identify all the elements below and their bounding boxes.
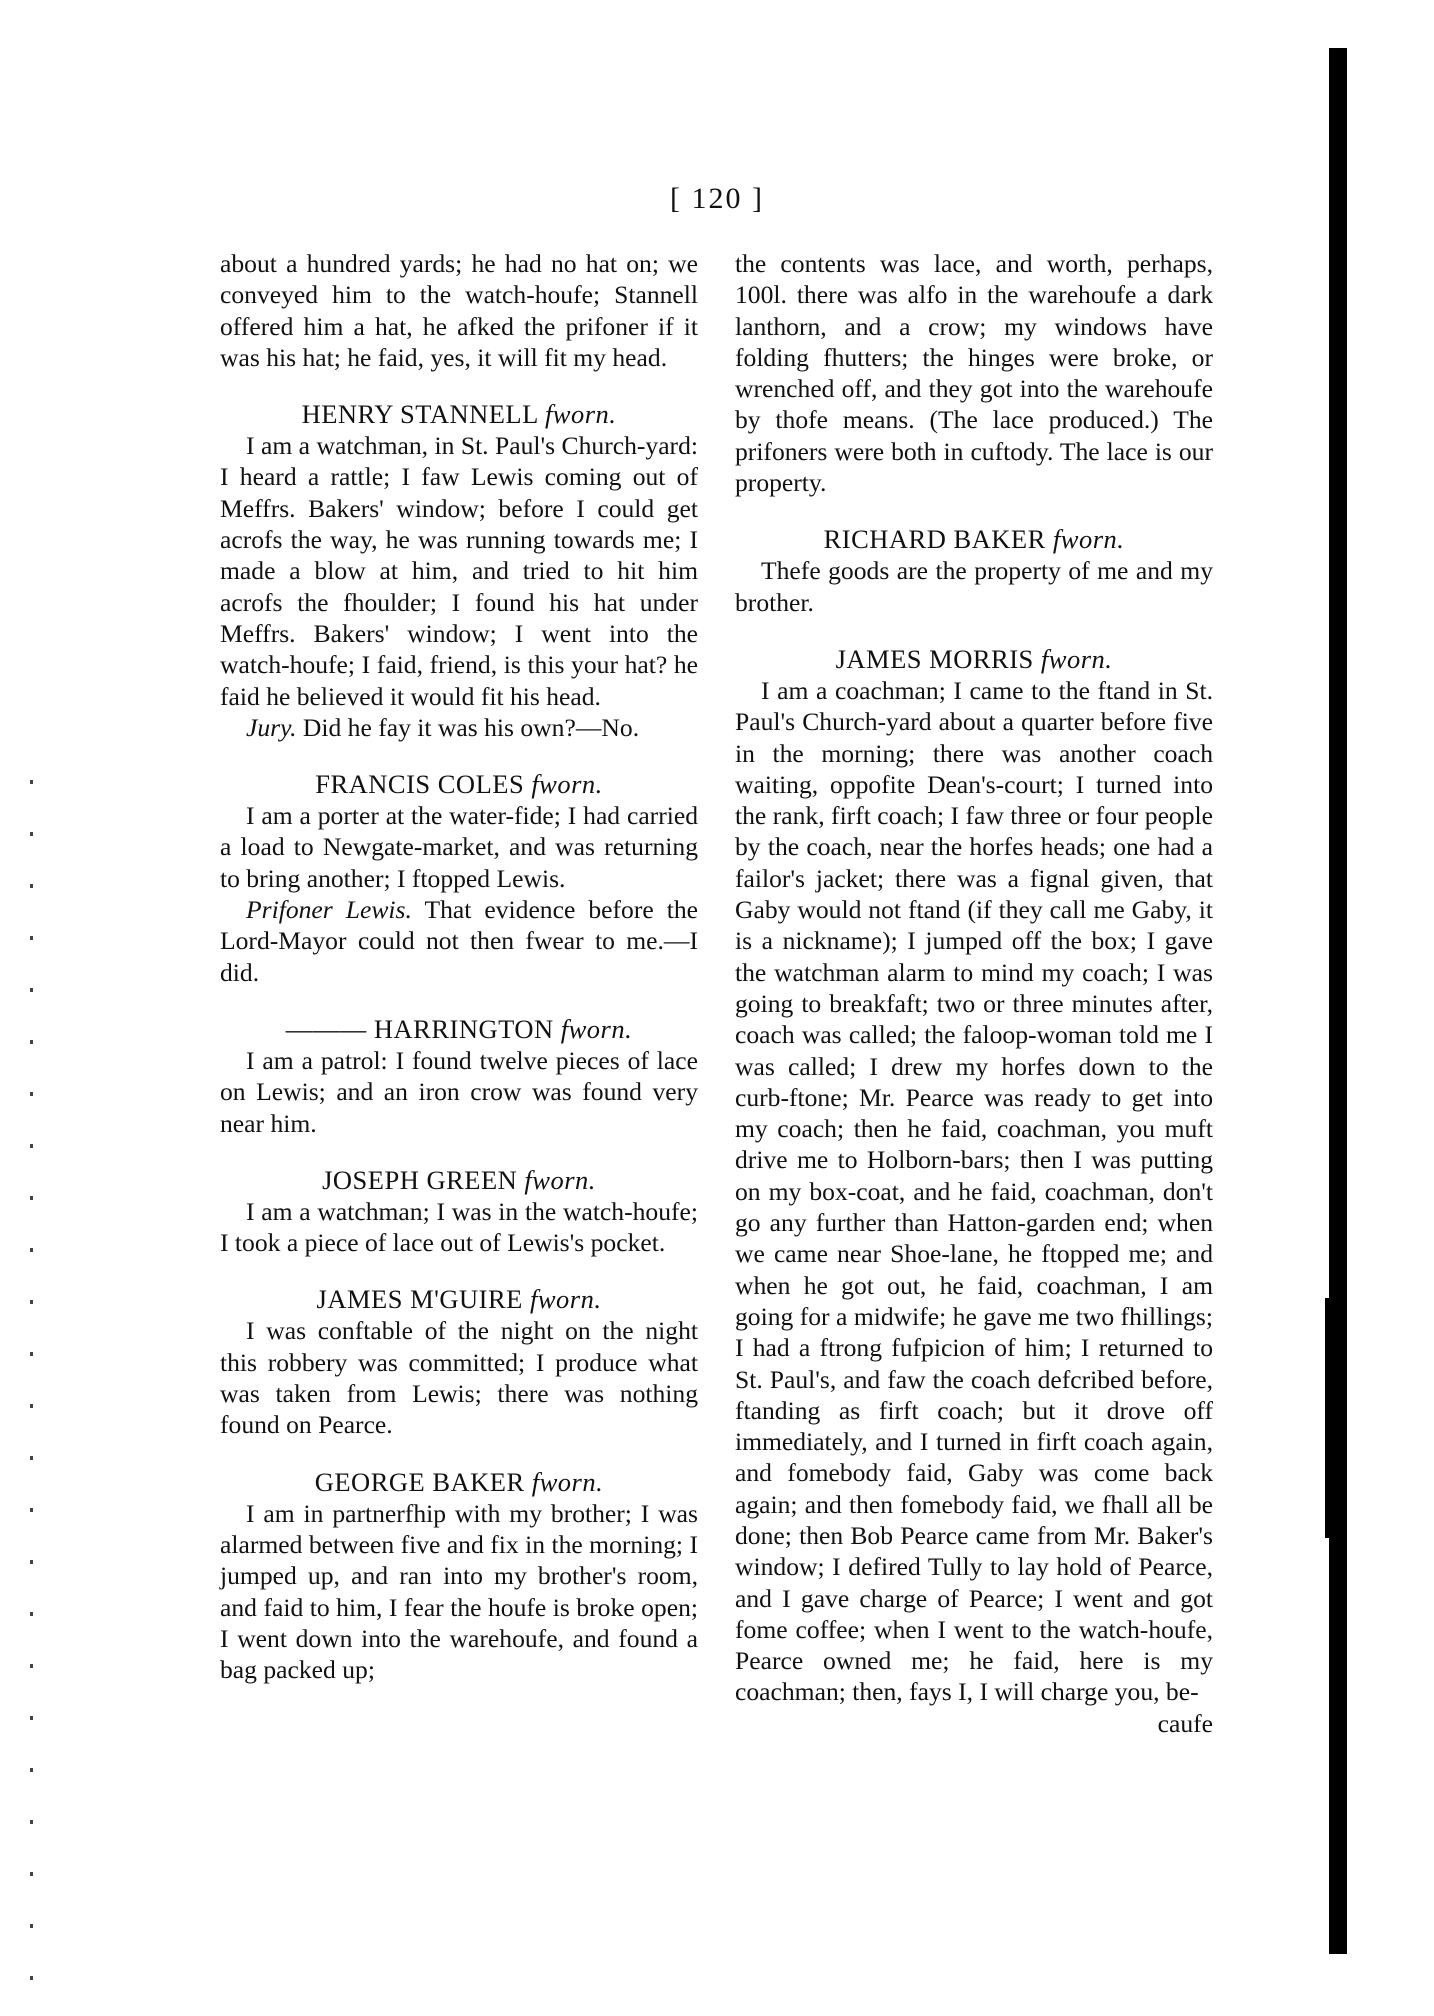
scan-margin-marks <box>30 780 33 1980</box>
testimony-paragraph <box>735 675 1213 1708</box>
paragraph-text: I am a coachman; I came to the ftand in St. Paul's Church-yard about a quarter before five in the morning; there was another coach waiting, oppofite Dean's-court; I turned into the rank, firft coach; I faw three or four people by the coach, near the horfes heads; one had a failor's jacket; there was a fignal given, that Gaby would not ftand (if they call me Gaby, it is a nickname); I jumped off the box; I gave the watchman alarm to mind my coach; I was going to breakfaft; two or three minutes after, coach was called; the faloop-woman told me I was called; I drew my horfes down to the curb-ftone; Mr. Pearce was ready to get into my coach; then he faid, coachman, you muft drive me to Holborn-bars; then I was putting on my box-coat, and he faid, coachman, don't go any further than Hatton-garden end; when we came near Shoe-lane, he ftopped me; and when he got out, he faid, coachman, I am going for a midwife; he gave me two fhillings; I had a ftrong fufpicion of him; I returned to St. Paul's, and faw the coach defcribed before, ftanding as firft coach; but it drove off immediately, and I turned in firft coach again, and fomebody faid, Gaby was come back again; and then fomebody faid, we fhall all be done; then Bob Pearce came from Mr. Baker's window; I defired Tully to lay hold of Pearce, and I gave charge of Pearce; I went and got fome coffee; when I went to the watch-houfe, Pearce owned me; he faid, here is my coachman; then, fays I, I will charge you, be- <box>735 675 1213 1707</box>
right-column <box>735 248 1213 1739</box>
testimony-paragraph <box>220 248 698 373</box>
witness-name: JAMES MORRIS <box>835 643 1034 674</box>
witness-heading <box>220 1467 698 1498</box>
witness-heading <box>220 1165 698 1196</box>
testimony-paragraph <box>220 1315 698 1440</box>
sworn-label: fworn. <box>531 769 603 800</box>
testimony-paragraph <box>220 1196 698 1259</box>
sworn-label: fworn. <box>531 1466 604 1497</box>
catchword: caufe <box>1157 1708 1213 1738</box>
witness-heading <box>220 1014 698 1045</box>
paragraph-text: I am a porter at the water-fide; I had carried a load to Newgate-market, and was returning to bring another; I ftopped Lewis. <box>220 801 698 893</box>
witness-name: JOSEPH GREEN <box>322 1164 518 1195</box>
scan-edge-shadow <box>1329 48 1347 1954</box>
speaker-label: Jury. <box>246 712 297 742</box>
witness-heading <box>220 399 698 430</box>
paragraph-text: Did he fay it was his own?—No. <box>302 712 640 742</box>
paragraph-text: I am a patrol: I found twelve pieces of lace on Lewis; and an iron crow was found very near him. <box>220 1045 698 1138</box>
sworn-label: fworn. <box>1040 643 1113 674</box>
testimony-paragraph <box>735 555 1213 618</box>
sworn-label: fworn. <box>530 1284 602 1315</box>
testimony-paragraph <box>220 894 698 988</box>
testimony-paragraph <box>735 248 1213 498</box>
paragraph-text: Thefe goods are the property of me and my brother. <box>735 556 1213 617</box>
testimony-paragraph <box>220 430 698 712</box>
sworn-label: fworn. <box>1052 524 1125 555</box>
paragraph-text: I am in partnerfhip with my brother; I was alarmed between five and fix in the morning; I jumped up, and ran into my brother's room, and faid to him, I fear the houfe is broke open; I went down into the warehoufe, and found a bag packed up; <box>220 1498 698 1685</box>
page-number: [ 120 ] <box>670 182 764 215</box>
left-column <box>220 248 698 1685</box>
paragraph-text: the contents was lace, and worth, perhaps, 100l. there was alfo in the warehoufe a dark lanthorn, and a crow; my windows have folding fhutters; the hinges were broke, or wrenched off, and they got into the warehoufe by thofe means. (The lace produced.) The prifoners were both in cuftody. The lace is our property. <box>735 249 1213 498</box>
witness-name: FRANCIS COLES <box>315 769 525 800</box>
testimony-paragraph <box>220 1045 698 1139</box>
sworn-label: fworn. <box>560 1013 633 1044</box>
testimony-paragraph <box>220 1498 698 1686</box>
witness-name: JAMES M'GUIRE <box>316 1284 523 1315</box>
paragraph-text: about a hundred yards; he had no hat on; we conveyed him to the watch-houfe; Stannell offered him a hat, he afked the prifoner if it was his hat; he faid, yes, it will fit my head. <box>220 249 698 372</box>
witness-heading <box>220 1284 698 1315</box>
testimony-paragraph <box>220 800 698 894</box>
witness-name: GEORGE BAKER <box>314 1466 525 1497</box>
witness-name: HENRY STANNELL <box>301 399 538 430</box>
sworn-label: fworn. <box>524 1164 596 1195</box>
witness-name: ——— HARRINGTON <box>285 1013 554 1044</box>
witness-heading <box>735 524 1213 555</box>
testimony-paragraph <box>220 712 698 743</box>
witness-name: RICHARD BAKER <box>823 524 1046 555</box>
witness-heading <box>220 769 698 800</box>
speaker-label: Prifoner Lewis. <box>246 895 412 925</box>
witness-heading <box>735 644 1213 675</box>
paragraph-text: I am a watchman; I was in the watch-houfe; I took a piece of lace out of Lewis's pocket. <box>220 1196 698 1258</box>
paragraph-text: That evidence before the Lord-Mayor could not then fwear to me.—I did. <box>220 895 698 987</box>
sworn-label: fworn. <box>544 399 617 430</box>
paragraph-text: I am a watchman, in St. Paul's Church-yard: I heard a rattle; I faw Lewis coming out of Meffrs. Bakers' window; before I could get acrofs the way, he was running towards me; I made a blow at him, and tried to hit him acrofs the fhoulder; I found his hat under Meffrs. Bakers' window; I went into the watch-houfe; I faid, friend, is this your hat? he faid he believed it would fit his head. <box>220 431 698 711</box>
paragraph-text: I was conftable of the night on the night this robbery was committed; I produce what was taken from Lewis; there was nothing found on Pearce. <box>220 1316 698 1440</box>
